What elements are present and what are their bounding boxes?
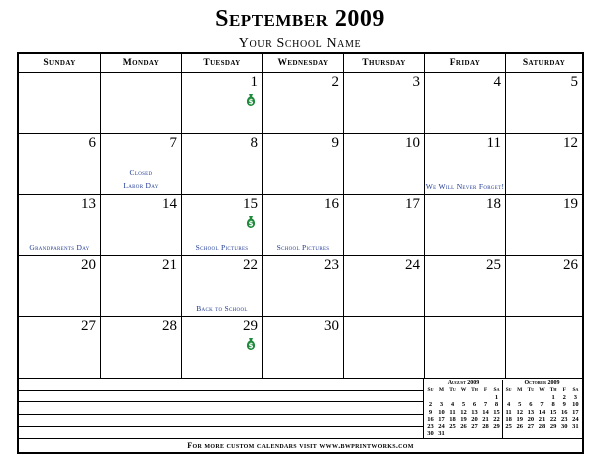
mini-day: 2 — [428, 401, 433, 409]
mini-day — [425, 394, 436, 401]
mini-weekday: W — [539, 387, 545, 393]
day-number: 28 — [162, 318, 177, 334]
mini-day — [469, 430, 480, 437]
event-label: School Pictures — [195, 243, 249, 252]
mini-day — [480, 430, 491, 437]
mini-day: 9 — [562, 401, 566, 409]
mini-day: 6 — [472, 401, 477, 409]
day-cell-24[interactable] — [344, 256, 425, 317]
mini-day: 15 — [549, 408, 557, 416]
svg-text:$: $ — [248, 98, 254, 107]
empty-day-cell[interactable] — [19, 73, 101, 134]
day-number: 11 — [486, 135, 501, 151]
day-number: 25 — [486, 257, 501, 273]
mini-day: 28 — [482, 423, 489, 431]
day-cell-20[interactable] — [19, 256, 101, 317]
mini-day: 21 — [538, 415, 546, 423]
day-number: 3 — [412, 74, 420, 90]
mini-day: 24 — [438, 423, 445, 431]
mini-weekday: Su — [505, 387, 512, 393]
mini-day — [436, 394, 447, 401]
day-number: 1 — [250, 74, 258, 90]
note-line — [19, 414, 424, 415]
day-number: 8 — [250, 135, 258, 151]
mini-day: 4 — [450, 401, 455, 409]
mini-day: 13 — [471, 408, 478, 416]
event-label: Back to School — [196, 304, 248, 313]
day-number: 30 — [324, 318, 339, 334]
mini-calendar-table — [425, 387, 502, 437]
mini-day: 12 — [516, 408, 523, 416]
day-cell-12[interactable] — [506, 134, 582, 195]
event-label: We Will Never Forget! — [425, 182, 505, 191]
mini-day — [447, 394, 458, 401]
school-name: Your School Name — [238, 36, 362, 51]
mini-calendar-table — [503, 387, 581, 430]
mini-day: 16 — [561, 408, 568, 416]
day-number: 18 — [486, 196, 501, 212]
mini-day: 25 — [505, 423, 512, 431]
mini-day: 22 — [493, 415, 500, 423]
day-number: 24 — [405, 257, 420, 273]
mini-day: 30 — [561, 423, 568, 431]
mini-weekday: M — [438, 387, 445, 393]
mini-day: 2 — [562, 394, 566, 402]
day-cell-2[interactable] — [263, 73, 344, 134]
event-label: Labor Day — [123, 181, 159, 190]
day-number: 22 — [243, 257, 258, 273]
mini-day — [503, 394, 514, 401]
day-cell-25[interactable] — [425, 256, 506, 317]
mini-day: 1 — [494, 394, 499, 402]
day-cell-21[interactable] — [101, 256, 182, 317]
mini-day: 27 — [471, 423, 478, 431]
weekday-header-6: Saturday — [506, 54, 582, 73]
mini-day: 29 — [493, 423, 500, 431]
svg-text:$: $ — [248, 342, 254, 351]
day-number: 23 — [324, 257, 339, 273]
day-cell-9[interactable] — [263, 134, 344, 195]
mini-day — [458, 430, 469, 437]
mini-weekday: Th — [549, 387, 557, 393]
mini-weekday: Sa — [493, 387, 500, 393]
mini-day: 8 — [494, 401, 499, 409]
mini-day: 13 — [527, 408, 535, 416]
mini-weekday: Th — [471, 387, 478, 393]
mini-day: 6 — [529, 401, 533, 409]
calendar-title: September 2009 — [215, 6, 385, 32]
event-label: Grandparents Day — [29, 243, 90, 252]
mini-calendar-previous — [425, 380, 503, 438]
mini-day — [514, 394, 525, 401]
mini-day — [525, 394, 536, 401]
mini-day: 11 — [505, 408, 512, 416]
day-cell-13[interactable] — [19, 195, 101, 256]
mini-day: 24 — [572, 415, 579, 423]
mini-day: 5 — [461, 401, 466, 409]
mini-day: 7 — [540, 401, 544, 409]
mini-day — [447, 430, 458, 437]
day-cell-16[interactable] — [263, 195, 344, 256]
money-bag-icon — [245, 214, 257, 228]
day-number: 13 — [81, 196, 96, 212]
day-number: 16 — [324, 196, 339, 212]
day-number: 17 — [405, 196, 420, 212]
mini-weekday: Su — [427, 387, 434, 393]
mini-day: 8 — [551, 401, 555, 409]
mini-day: 30 — [427, 430, 434, 438]
day-cell-19[interactable] — [506, 195, 582, 256]
mini-day: 3 — [439, 401, 444, 409]
day-number: 14 — [162, 196, 177, 212]
weekday-header-4: Thursday — [344, 54, 425, 73]
mini-day: 3 — [573, 394, 578, 402]
day-cell-22[interactable] — [182, 256, 263, 317]
note-line — [19, 390, 424, 391]
day-cell-8[interactable] — [182, 134, 263, 195]
mini-day: 31 — [572, 423, 579, 431]
mini-day: 28 — [538, 423, 546, 431]
mini-weekday: Sa — [572, 387, 579, 393]
day-cell-5[interactable] — [506, 73, 582, 134]
mini-day: 29 — [549, 423, 557, 431]
mini-day: 22 — [549, 415, 557, 423]
money-bag-icon — [245, 336, 257, 350]
mini-day: 23 — [561, 415, 568, 423]
mini-calendar-title: October 2009 — [524, 380, 560, 386]
mini-day: 17 — [572, 408, 579, 416]
day-number: 20 — [81, 257, 96, 273]
day-cell-14[interactable] — [101, 195, 182, 256]
day-number: 27 — [81, 318, 96, 334]
empty-day-cell[interactable] — [344, 317, 425, 379]
mini-day: 14 — [482, 408, 489, 416]
mini-day — [458, 394, 469, 401]
empty-day-cell[interactable] — [101, 73, 182, 134]
mini-weekday: F — [483, 387, 488, 393]
weekday-header-1: Monday — [101, 54, 182, 73]
day-number: 7 — [169, 135, 177, 151]
calendar-frame — [17, 52, 584, 454]
mini-day: 18 — [505, 415, 512, 423]
mini-day — [469, 394, 480, 401]
day-number: 29 — [243, 318, 258, 334]
day-cell-23[interactable] — [263, 256, 344, 317]
day-cell-10[interactable] — [344, 134, 425, 195]
day-cell-30[interactable] — [263, 317, 344, 379]
day-number: 15 — [243, 196, 258, 212]
mini-day: 18 — [449, 415, 456, 423]
day-cell-15[interactable] — [182, 195, 263, 256]
mini-day: 19 — [516, 415, 523, 423]
day-number: 19 — [563, 196, 578, 212]
mini-day: 12 — [460, 408, 467, 416]
day-cell-7[interactable] — [101, 134, 182, 195]
mini-day — [491, 430, 502, 437]
mini-day: 10 — [572, 401, 579, 409]
weekday-header-0: Sunday — [19, 54, 101, 73]
weekday-header-2: Tuesday — [182, 54, 263, 73]
mini-day: 20 — [527, 415, 535, 423]
day-number: 5 — [570, 74, 578, 90]
mini-day: 9 — [428, 408, 433, 416]
day-number: 26 — [563, 257, 578, 273]
day-number: 2 — [331, 74, 339, 90]
mini-day: 16 — [427, 415, 434, 423]
money-bag-icon — [245, 92, 257, 106]
day-number: 10 — [405, 135, 420, 151]
weekday-header-5: Friday — [425, 54, 506, 73]
mini-day: 15 — [493, 408, 500, 416]
day-cell-26[interactable] — [506, 256, 582, 317]
mini-weekday: Tu — [527, 387, 535, 393]
mini-calendar-next — [503, 380, 581, 438]
mini-day: 31 — [438, 430, 445, 438]
empty-day-cell[interactable] — [506, 317, 582, 379]
mini-day: 17 — [438, 415, 445, 423]
mini-day: 23 — [427, 423, 434, 431]
mini-day: 27 — [527, 423, 535, 431]
mini-day: 4 — [506, 401, 511, 409]
mini-day: 14 — [538, 408, 546, 416]
mini-weekday: W — [460, 387, 467, 393]
day-cell-6[interactable] — [19, 134, 101, 195]
mini-calendar-title: August 2009 — [447, 380, 480, 386]
day-number: 4 — [493, 74, 501, 90]
day-cell-4[interactable] — [425, 73, 506, 134]
notes-area — [19, 379, 424, 438]
weekday-header-3: Wednesday — [263, 54, 344, 73]
footer-link-text[interactable]: For more custom calendars visit www.bwprintworks.com — [19, 438, 582, 453]
event-label: School Pictures — [276, 243, 330, 252]
mini-day: 21 — [482, 415, 489, 423]
day-cell-11[interactable] — [425, 134, 506, 195]
mini-day — [480, 394, 491, 401]
day-cell-1[interactable] — [182, 73, 263, 134]
mini-day — [536, 394, 547, 401]
mini-day: 20 — [471, 415, 478, 423]
empty-day-cell[interactable] — [425, 317, 506, 379]
day-cell-27[interactable] — [19, 317, 101, 379]
mini-weekday: F — [562, 387, 566, 393]
day-cell-18[interactable] — [425, 195, 506, 256]
mini-day: 5 — [518, 401, 522, 409]
mini-day: 1 — [551, 394, 555, 402]
mini-weekday: M — [517, 387, 523, 393]
mini-day: 25 — [449, 423, 456, 431]
day-number: 9 — [331, 135, 339, 151]
day-number: 12 — [563, 135, 578, 151]
mini-day: 26 — [460, 423, 467, 431]
mini-day: 19 — [460, 415, 467, 423]
note-line — [19, 426, 424, 427]
mini-day: 7 — [483, 401, 488, 409]
day-cell-17[interactable] — [344, 195, 425, 256]
day-cell-29[interactable] — [182, 317, 263, 379]
mini-day: 26 — [516, 423, 523, 431]
mini-day: 10 — [438, 408, 445, 416]
svg-text:$: $ — [248, 220, 254, 229]
event-label: Closed — [129, 168, 153, 177]
mini-day: 11 — [449, 408, 456, 416]
day-number: 6 — [88, 135, 96, 151]
day-cell-28[interactable] — [101, 317, 182, 379]
mini-weekday: Tu — [449, 387, 456, 393]
note-line — [19, 401, 424, 402]
day-number: 21 — [162, 257, 177, 273]
day-cell-3[interactable] — [344, 73, 425, 134]
